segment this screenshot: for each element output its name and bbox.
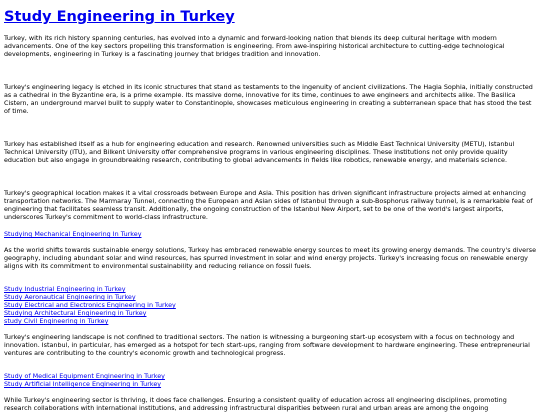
page-title [4, 8, 536, 26]
legacy-paragraph: Turkey's engineering legacy is etched in its iconic structures that stand as testaments to the ingenuity of ancient civilizations. The Hagia Sophia, initially constructed as a cathedral in the Byzantine era, is a prime example. Its massive dome, innovative for its time, continues to awe engineers and architects alike. The Basilica Cistern, an underground marvel built to supply water to Constantinople, showcases meticulous engineering in creating a subterranean space that has stood the test of time. [4, 83, 533, 115]
page-title-link[interactable]: Study Engineering in Turkey [4, 9, 235, 25]
link-civil-engineering[interactable]: study Civil Engineering in Turkey [4, 317, 109, 325]
link-medical-equipment-engineering[interactable]: Study of Medical Equipment Engineering in Turkey [4, 372, 165, 380]
infrastructure-paragraph: Turkey's geographical location makes it a vital crossroads between Europe and Asia. This position has driven significant infrastructure projects aimed at enhancing transportation networks. The Marmaray Tunnel, connecting the European and Asian sides of Istanbul through a sub-Bosphorus railway tunnel, is a remarkable feat of engineering that facilitates seamless transit. Additionally, the ongoing construction of the Istanbul New Airport, set to be one of the world's largest airports, underscores Turkey's commitment to world-class infrastructure. [4, 189, 533, 221]
link-aeronautical-engineering[interactable]: Study Aeronautical Engineering in Turkey [4, 293, 136, 301]
link-architectural-engineering[interactable]: Studying Architectural Engineering in Turkey [4, 309, 147, 317]
challenges-paragraph: While Turkey's engineering sector is thriving, it does face challenges. Ensuring a consistent quality of education across all engineering disciplines, promoting research collaborations with international institutions, and addressing infrastructural disparities between rural and urban areas are among the ongoing [4, 396, 507, 412]
intro-paragraph: Turkey, with its rich history spanning centuries, has evolved into a dynamic and forward-looking nation that blends its deep cultural heritage with modern advancements. One of the key sectors propelling this transformation is engineering. From awe-inspiring historical architecture to cutting-edge technological developments, engineering in Turkey is a fascinating journey that bridges tradition and innovation. [4, 34, 505, 58]
startup-paragraph: Turkey's engineering landscape is not confined to traditional sectors. The nation is witnessing a burgeoning start-up ecosystem with a focus on technology and innovation. Istanbul, in particular, has emerged as a hotspot for tech start-ups, ranging from software development to hardware engineering. These entrepreneurial ventures are contributing to the country's economic growth and technological progress. [4, 333, 530, 357]
link-ai-engineering[interactable]: Study Artificial Intelligence Engineering in Turkey [4, 380, 162, 388]
engineering-links-list-2 [4, 372, 536, 388]
mechanical-link-block [4, 230, 536, 238]
education-paragraph: Turkey has established itself as a hub for engineering education and research. Renowned universities such as Middle East Technical University (METU), Istanbul Technical University (ITU), and Bilkent University offer comprehensive programs in various engineering disciplines. These institutions not only provide quality education but also engage in groundbreaking research, contributing to global advancements in fields like robotics, renewable energy, and materials science. [4, 140, 515, 164]
link-industrial-engineering[interactable]: Study Industrial Engineering in Turkey [4, 285, 126, 293]
link-mechanical-engineering[interactable]: Studying Mechanical Engineering In Turkey [4, 230, 142, 238]
engineering-links-list [4, 285, 536, 325]
energy-paragraph: As the world shifts towards sustainable energy solutions, Turkey has embraced renewable energy sources to meet its growing energy demands. The country's diverse geography, including abundant solar and wind resources, has spurred investment in solar and wind energy projects. Turkey's increasing focus on renewable energy aligns with its commitment to environmental sustainability and reducing reliance on fossil fuels. [4, 246, 537, 270]
article-page [4, 8, 536, 420]
link-electrical-engineering[interactable]: Study Electrical and Electronics Engineering in Turkey [4, 301, 176, 309]
